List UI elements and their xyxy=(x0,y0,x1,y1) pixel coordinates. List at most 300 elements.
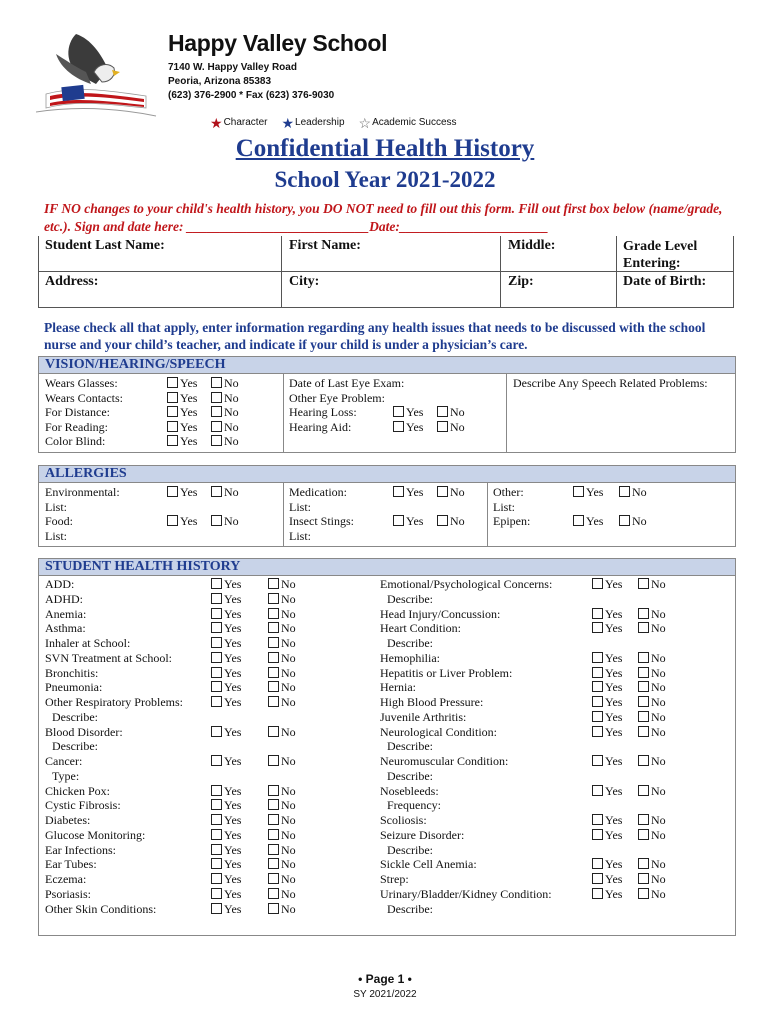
vision-item-no-label: No xyxy=(224,419,239,434)
history-item-no-option[interactable] xyxy=(268,680,296,695)
history-item-no-checkbox[interactable] xyxy=(268,873,279,884)
history-item-yes-option[interactable] xyxy=(211,754,241,769)
history-item-no-checkbox[interactable] xyxy=(638,755,649,766)
history-item-yes-checkbox[interactable] xyxy=(592,652,603,663)
history-item-yes-label: Yes xyxy=(224,724,242,739)
history-item-no-label: No xyxy=(281,621,296,636)
first-name-field[interactable]: First Name: xyxy=(289,238,361,253)
history-item-no-option[interactable] xyxy=(268,695,296,710)
history-item-yes-option[interactable] xyxy=(211,828,241,843)
vision-item-yes-label: Yes xyxy=(180,390,198,405)
history-item-yes-label: Yes xyxy=(224,813,242,827)
vision-item-no-checkbox[interactable] xyxy=(211,392,222,403)
history-item-yes-option[interactable] xyxy=(592,725,622,740)
allergy-item-yes-checkbox[interactable] xyxy=(573,486,584,497)
vision-item-no-option[interactable] xyxy=(211,420,239,435)
allergy-item-no-option[interactable] xyxy=(437,514,465,529)
history-item-no-option[interactable] xyxy=(268,621,296,636)
history-item-yes-option[interactable] xyxy=(592,680,622,695)
history-item-yes-checkbox[interactable] xyxy=(211,755,222,766)
history-item-label: Sickle Cell Anemia: xyxy=(380,857,477,872)
history-item-no-label: No xyxy=(651,709,666,724)
history-item-yes-checkbox[interactable] xyxy=(211,785,222,796)
allergy-item-label: Medication: xyxy=(289,485,347,499)
history-item-yes-option[interactable] xyxy=(211,636,241,651)
section-heading: VISION/HEARING/SPEECH xyxy=(39,357,735,374)
history-item-yes-option[interactable] xyxy=(211,843,241,858)
history-item-no-label: No xyxy=(281,886,296,901)
history-item-yes-checkbox[interactable] xyxy=(211,844,222,855)
history-item-label: Head Injury/Concussion: xyxy=(380,606,501,621)
history-item-no-label: No xyxy=(281,857,296,872)
history-item-yes-option[interactable] xyxy=(592,651,622,666)
history-item-no-label: No xyxy=(651,827,666,842)
allergy-item-no-option[interactable] xyxy=(437,485,465,500)
vision-item-yes-checkbox[interactable] xyxy=(167,377,178,388)
history-item-yes-option[interactable] xyxy=(592,784,622,799)
history-item-no-option[interactable] xyxy=(638,666,666,681)
history-item-yes-label: Yes xyxy=(605,783,623,798)
history-item-no-label: No xyxy=(281,665,296,680)
dob-field[interactable]: Date of Birth: xyxy=(623,274,707,289)
history-item-no-option[interactable] xyxy=(268,843,296,858)
history-item-label: Hepatitis or Liver Problem: xyxy=(380,665,513,680)
history-item-label: Emotional/Psychological Concerns: xyxy=(380,577,553,591)
hearing-item-no-label: No xyxy=(450,419,465,434)
history-item-yes-checkbox[interactable] xyxy=(592,726,603,737)
history-item-no-label: No xyxy=(281,577,296,591)
history-item-yes-checkbox[interactable] xyxy=(211,888,222,899)
history-item-yes-checkbox[interactable] xyxy=(211,799,222,810)
history-item-label: Anemia: xyxy=(45,606,87,621)
history-item-no-checkbox[interactable] xyxy=(638,873,649,884)
hearing-item-no-option[interactable] xyxy=(437,405,465,420)
student-info-box xyxy=(38,236,734,308)
history-item-no-checkbox[interactable] xyxy=(638,814,649,825)
school-address-line1: 7140 W. Happy Valley Road xyxy=(168,62,297,73)
vision-item-no-option[interactable] xyxy=(211,376,239,391)
history-item-yes-option[interactable] xyxy=(592,828,622,843)
history-item-label: Hemophilia: xyxy=(380,650,440,665)
history-item-label: Other Skin Conditions: xyxy=(45,901,157,916)
vision-item-yes-checkbox[interactable] xyxy=(167,435,178,446)
history-item-yes-option[interactable] xyxy=(592,666,622,681)
history-item-no-option[interactable] xyxy=(268,725,296,740)
history-item-yes-option[interactable] xyxy=(592,754,622,769)
history-item-no-checkbox[interactable] xyxy=(268,696,279,707)
vision-item-yes-checkbox[interactable] xyxy=(167,392,178,403)
allergy-item-no-checkbox[interactable] xyxy=(211,486,222,497)
allergy-item-yes-option[interactable] xyxy=(573,514,603,529)
vision-item-label: For Distance: xyxy=(45,405,110,419)
history-item-no-checkbox[interactable] xyxy=(638,667,649,678)
history-item-no-checkbox[interactable] xyxy=(268,726,279,737)
history-item-yes-option[interactable] xyxy=(211,798,241,813)
history-item-yes-option[interactable] xyxy=(592,813,622,828)
history-item-label: Urinary/Bladder/Kidney Condition: xyxy=(380,886,552,901)
history-item-yes-option[interactable] xyxy=(592,857,622,872)
history-item-label: Ear Tubes: xyxy=(45,857,97,872)
allergy-item-no-label: No xyxy=(450,514,465,528)
allergy-item-yes-option[interactable] xyxy=(167,514,197,529)
history-item-no-checkbox[interactable] xyxy=(268,814,279,825)
history-item-yes-checkbox[interactable] xyxy=(592,667,603,678)
history-item-yes-label: Yes xyxy=(605,754,623,768)
allergy-item-yes-checkbox[interactable] xyxy=(167,486,178,497)
history-item-yes-label: Yes xyxy=(605,872,623,886)
hearing-item-no-checkbox[interactable] xyxy=(437,421,448,432)
history-item-label: Nosebleeds: xyxy=(380,783,439,798)
school-logo xyxy=(36,24,166,124)
history-item-yes-checkbox[interactable] xyxy=(592,681,603,692)
history-item-yes-label: Yes xyxy=(224,636,242,650)
vision-item-no-checkbox[interactable] xyxy=(211,421,222,432)
history-item-no-checkbox[interactable] xyxy=(638,681,649,692)
history-item-no-label: No xyxy=(281,591,296,606)
history-item-no-option[interactable] xyxy=(638,710,666,725)
history-item-no-option[interactable] xyxy=(268,651,296,666)
history-item-label: Chicken Pox: xyxy=(45,783,110,798)
vision-item-yes-option[interactable] xyxy=(167,391,197,406)
history-item-label: Frequency: xyxy=(387,798,441,813)
allergy-item-yes-checkbox[interactable] xyxy=(573,515,584,526)
allergy-item-yes-label: Yes xyxy=(406,514,424,528)
history-item-no-checkbox[interactable] xyxy=(268,888,279,899)
allergy-item-no-checkbox[interactable] xyxy=(619,515,630,526)
zip-field[interactable]: Zip: xyxy=(508,274,534,289)
history-item-no-checkbox[interactable] xyxy=(268,593,279,604)
history-item-yes-label: Yes xyxy=(224,621,242,636)
history-item-yes-checkbox[interactable] xyxy=(592,696,603,707)
vision-item-yes-option[interactable] xyxy=(167,376,197,391)
vision-item-no-option[interactable] xyxy=(211,434,239,449)
history-item-yes-option[interactable] xyxy=(211,577,241,592)
history-item-no-option[interactable] xyxy=(268,607,296,622)
history-item-no-option[interactable] xyxy=(268,887,296,902)
history-item-yes-option[interactable] xyxy=(211,651,241,666)
allergy-item-no-option[interactable] xyxy=(211,485,239,500)
hearing-item-yes-option[interactable] xyxy=(393,405,423,420)
address-field[interactable]: Address: xyxy=(45,274,99,289)
history-item-no-option[interactable] xyxy=(268,666,296,681)
history-item-yes-label: Yes xyxy=(224,857,242,872)
history-item-no-option[interactable] xyxy=(638,872,666,887)
hearing-item-yes-checkbox[interactable] xyxy=(393,406,404,417)
vision-item-label: Other Eye Problem: xyxy=(289,390,385,405)
history-item-no-checkbox[interactable] xyxy=(268,844,279,855)
allergy-item-label: List: xyxy=(289,499,312,514)
history-item-yes-checkbox[interactable] xyxy=(211,593,222,604)
history-item-no-option[interactable] xyxy=(268,828,296,843)
hearing-item-no-option[interactable] xyxy=(437,420,465,435)
section-heading: ALLERGIES xyxy=(39,466,735,483)
history-item-no-checkbox[interactable] xyxy=(638,652,649,663)
history-item-no-option[interactable] xyxy=(638,813,666,828)
history-item-no-checkbox[interactable] xyxy=(638,578,649,589)
history-item-label: Describe: xyxy=(387,901,433,916)
history-item-no-checkbox[interactable] xyxy=(638,696,649,707)
history-item-yes-checkbox[interactable] xyxy=(211,814,222,825)
history-item-yes-option[interactable] xyxy=(592,872,622,887)
history-item-label: Describe: xyxy=(52,709,98,724)
history-item-no-option[interactable] xyxy=(638,607,666,622)
history-item-no-checkbox[interactable] xyxy=(268,637,279,648)
history-item-no-checkbox[interactable] xyxy=(268,903,279,914)
history-item-yes-checkbox[interactable] xyxy=(592,858,603,869)
vision-item-yes-option[interactable] xyxy=(167,405,197,420)
allergy-item-no-option[interactable] xyxy=(619,514,647,529)
vision-item-no-option[interactable] xyxy=(211,391,239,406)
vision-item-yes-checkbox[interactable] xyxy=(167,406,178,417)
history-item-no-checkbox[interactable] xyxy=(268,799,279,810)
history-item-yes-checkbox[interactable] xyxy=(211,829,222,840)
history-item-no-checkbox[interactable] xyxy=(268,858,279,869)
history-item-yes-option[interactable] xyxy=(211,872,241,887)
history-item-yes-checkbox[interactable] xyxy=(211,667,222,678)
history-item-no-checkbox[interactable] xyxy=(268,622,279,633)
allergy-item-no-checkbox[interactable] xyxy=(211,515,222,526)
history-item-yes-checkbox[interactable] xyxy=(211,726,222,737)
history-item-yes-checkbox[interactable] xyxy=(211,652,222,663)
history-item-yes-option[interactable] xyxy=(211,813,241,828)
history-item-no-checkbox[interactable] xyxy=(638,711,649,722)
history-item-no-checkbox[interactable] xyxy=(268,785,279,796)
history-item-yes-option[interactable] xyxy=(211,784,241,799)
history-item-no-checkbox[interactable] xyxy=(638,888,649,899)
history-item-no-option[interactable] xyxy=(638,680,666,695)
history-item-no-label: No xyxy=(281,827,296,842)
history-item-no-option[interactable] xyxy=(268,813,296,828)
history-item-yes-checkbox[interactable] xyxy=(211,681,222,692)
history-item-yes-label: Yes xyxy=(605,680,623,695)
history-item-no-checkbox[interactable] xyxy=(268,608,279,619)
history-item-no-option[interactable] xyxy=(268,754,296,769)
history-item-no-option[interactable] xyxy=(268,857,296,872)
allergy-item-yes-label: Yes xyxy=(180,514,198,528)
history-item-label: Diabetes: xyxy=(45,813,91,827)
history-item-no-checkbox[interactable] xyxy=(638,608,649,619)
history-item-no-label: No xyxy=(281,724,296,739)
hearing-item-no-checkbox[interactable] xyxy=(437,406,448,417)
history-item-no-option[interactable] xyxy=(638,828,666,843)
vision-item-label: Date of Last Eye Exam: xyxy=(289,376,405,390)
history-item-yes-option[interactable] xyxy=(211,607,241,622)
history-item-yes-checkbox[interactable] xyxy=(592,785,603,796)
history-item-no-option[interactable] xyxy=(268,592,296,607)
history-item-yes-checkbox[interactable] xyxy=(592,578,603,589)
vision-item-label: Hearing Loss: xyxy=(289,405,357,419)
history-item-yes-label: Yes xyxy=(605,709,623,724)
history-item-no-option[interactable] xyxy=(268,784,296,799)
city-field[interactable]: City: xyxy=(289,274,320,289)
history-item-no-label: No xyxy=(651,724,666,739)
history-item-no-checkbox[interactable] xyxy=(268,829,279,840)
middle-name-field[interactable]: Middle: xyxy=(508,238,556,253)
history-item-no-checkbox[interactable] xyxy=(638,858,649,869)
history-item-no-option[interactable] xyxy=(268,577,296,592)
history-item-yes-checkbox[interactable] xyxy=(211,608,222,619)
allergy-item-yes-option[interactable] xyxy=(573,485,603,500)
vision-item-yes-option[interactable] xyxy=(167,434,197,449)
history-item-no-label: No xyxy=(651,857,666,872)
vision-item-yes-label: Yes xyxy=(180,376,198,390)
history-item-yes-checkbox[interactable] xyxy=(211,696,222,707)
history-item-yes-checkbox[interactable] xyxy=(211,637,222,648)
history-item-no-option[interactable] xyxy=(638,887,666,902)
history-item-yes-option[interactable] xyxy=(211,725,241,740)
history-item-yes-option[interactable] xyxy=(592,621,622,636)
vision-item-yes-label: Yes xyxy=(180,434,198,448)
history-item-no-label: No xyxy=(651,621,666,636)
history-item-yes-label: Yes xyxy=(224,783,242,798)
history-item-label: SVN Treatment at School: xyxy=(45,650,173,665)
history-item-yes-option[interactable] xyxy=(211,902,241,917)
history-item-no-option[interactable] xyxy=(638,754,666,769)
history-item-no-label: No xyxy=(651,783,666,798)
hearing-item-yes-option[interactable] xyxy=(393,420,423,435)
allergy-item-yes-option[interactable] xyxy=(167,485,197,500)
vision-item-yes-option[interactable] xyxy=(167,420,197,435)
history-item-label: Describe: xyxy=(387,739,433,754)
history-item-label: Scoliosis: xyxy=(380,813,427,827)
history-item-yes-checkbox[interactable] xyxy=(592,622,603,633)
history-item-yes-label: Yes xyxy=(224,695,242,709)
history-item-yes-option[interactable] xyxy=(211,621,241,636)
history-item-yes-label: Yes xyxy=(224,606,242,621)
history-item-yes-label: Yes xyxy=(605,724,623,739)
history-item-yes-label: Yes xyxy=(605,650,623,665)
history-item-no-checkbox[interactable] xyxy=(268,667,279,678)
history-item-yes-option[interactable] xyxy=(211,666,241,681)
history-item-no-checkbox[interactable] xyxy=(268,755,279,766)
history-item-no-option[interactable] xyxy=(268,872,296,887)
history-item-no-label: No xyxy=(281,606,296,621)
history-item-no-checkbox[interactable] xyxy=(638,829,649,840)
allergy-item-label: Food: xyxy=(45,514,74,528)
history-item-yes-option[interactable] xyxy=(211,695,241,710)
history-item-label: Strep: xyxy=(380,872,409,886)
history-item-no-option[interactable] xyxy=(638,577,666,592)
history-item-no-option[interactable] xyxy=(268,636,296,651)
history-item-yes-checkbox[interactable] xyxy=(592,829,603,840)
history-item-yes-option[interactable] xyxy=(592,710,622,725)
vision-item-yes-label: Yes xyxy=(180,419,198,434)
history-item-yes-label: Yes xyxy=(605,577,623,591)
history-item-no-option[interactable] xyxy=(638,784,666,799)
allergy-item-no-option[interactable] xyxy=(211,514,239,529)
no-changes-notice: IF NO changes to your child's health history, you DO NOT need to fill out this form. Fill out first box below (name/grade, etc.). Sign and date here: ___________________________Date:______________________ xyxy=(44,201,723,234)
history-item-yes-option[interactable] xyxy=(211,887,241,902)
history-item-no-checkbox[interactable] xyxy=(638,785,649,796)
history-item-no-checkbox[interactable] xyxy=(268,681,279,692)
history-item-yes-checkbox[interactable] xyxy=(592,873,603,884)
history-item-no-label: No xyxy=(651,577,666,591)
history-item-yes-checkbox[interactable] xyxy=(211,903,222,914)
allergy-item-yes-option[interactable] xyxy=(393,514,423,529)
history-item-no-option[interactable] xyxy=(638,695,666,710)
history-item-yes-checkbox[interactable] xyxy=(592,608,603,619)
history-item-no-option[interactable] xyxy=(638,725,666,740)
history-item-no-label: No xyxy=(651,606,666,621)
allergy-item-yes-label: Yes xyxy=(180,485,198,499)
history-item-yes-label: Yes xyxy=(605,857,623,872)
history-item-yes-checkbox[interactable] xyxy=(211,858,222,869)
history-item-no-checkbox[interactable] xyxy=(638,622,649,633)
history-item-yes-option[interactable] xyxy=(211,857,241,872)
allergy-item-no-option[interactable] xyxy=(619,485,647,500)
history-item-yes-option[interactable] xyxy=(592,577,622,592)
history-item-yes-checkbox[interactable] xyxy=(211,622,222,633)
history-item-yes-checkbox[interactable] xyxy=(592,711,603,722)
history-item-no-option[interactable] xyxy=(638,651,666,666)
hearing-item-yes-checkbox[interactable] xyxy=(393,421,404,432)
grade-level-field[interactable]: Grade Level Entering: xyxy=(623,239,698,271)
history-item-no-option[interactable] xyxy=(268,798,296,813)
history-item-yes-option[interactable] xyxy=(592,607,622,622)
allergy-item-no-checkbox[interactable] xyxy=(619,486,630,497)
allergy-item-no-label: No xyxy=(224,485,239,499)
history-item-no-label: No xyxy=(281,798,296,813)
history-item-yes-checkbox[interactable] xyxy=(211,578,222,589)
history-item-yes-option[interactable] xyxy=(592,887,622,902)
history-item-no-option[interactable] xyxy=(638,621,666,636)
history-item-yes-checkbox[interactable] xyxy=(211,873,222,884)
history-item-label: Neuromuscular Condition: xyxy=(380,754,509,768)
allergy-item-no-checkbox[interactable] xyxy=(437,486,448,497)
history-item-no-option[interactable] xyxy=(638,857,666,872)
history-item-no-checkbox[interactable] xyxy=(638,726,649,737)
allergy-item-no-checkbox[interactable] xyxy=(437,515,448,526)
allergy-item-yes-option[interactable] xyxy=(393,485,423,500)
history-item-label: ADD: xyxy=(45,577,75,591)
allergy-item-yes-checkbox[interactable] xyxy=(167,515,178,526)
history-item-no-option[interactable] xyxy=(268,902,296,917)
history-item-label: Glucose Monitoring: xyxy=(45,827,146,842)
history-item-label: Describe: xyxy=(387,636,433,650)
history-item-no-checkbox[interactable] xyxy=(268,578,279,589)
history-item-yes-option[interactable] xyxy=(211,680,241,695)
history-item-label: Hernia: xyxy=(380,680,416,695)
history-item-yes-checkbox[interactable] xyxy=(592,755,603,766)
vision-item-no-checkbox[interactable] xyxy=(211,435,222,446)
history-item-yes-label: Yes xyxy=(224,665,242,680)
history-item-yes-option[interactable] xyxy=(211,592,241,607)
history-item-label: Type: xyxy=(52,768,80,783)
history-item-no-label: No xyxy=(281,842,296,857)
history-item-no-label: No xyxy=(651,886,666,901)
vision-item-yes-checkbox[interactable] xyxy=(167,421,178,432)
vision-item-no-checkbox[interactable] xyxy=(211,406,222,417)
vision-item-no-option[interactable] xyxy=(211,405,239,420)
history-item-yes-checkbox[interactable] xyxy=(592,888,603,899)
history-item-no-label: No xyxy=(281,872,296,886)
history-item-yes-checkbox[interactable] xyxy=(592,814,603,825)
vision-item-label: Wears Contacts: xyxy=(45,390,124,405)
history-item-no-label: No xyxy=(651,813,666,827)
history-item-label: Describe: xyxy=(387,591,433,606)
history-item-no-checkbox[interactable] xyxy=(268,652,279,663)
allergy-item-yes-checkbox[interactable] xyxy=(393,515,404,526)
allergy-item-yes-checkbox[interactable] xyxy=(393,486,404,497)
vision-item-label: Wears Glasses: xyxy=(45,376,118,390)
vision-item-no-label: No xyxy=(224,390,239,405)
history-item-yes-option[interactable] xyxy=(592,695,622,710)
allergy-item-label: Epipen: xyxy=(493,514,531,528)
history-item-yes-label: Yes xyxy=(224,901,242,916)
vision-item-no-checkbox[interactable] xyxy=(211,377,222,388)
last-name-field[interactable]: Student Last Name: xyxy=(45,238,165,253)
star-icon: ★ xyxy=(210,114,223,131)
